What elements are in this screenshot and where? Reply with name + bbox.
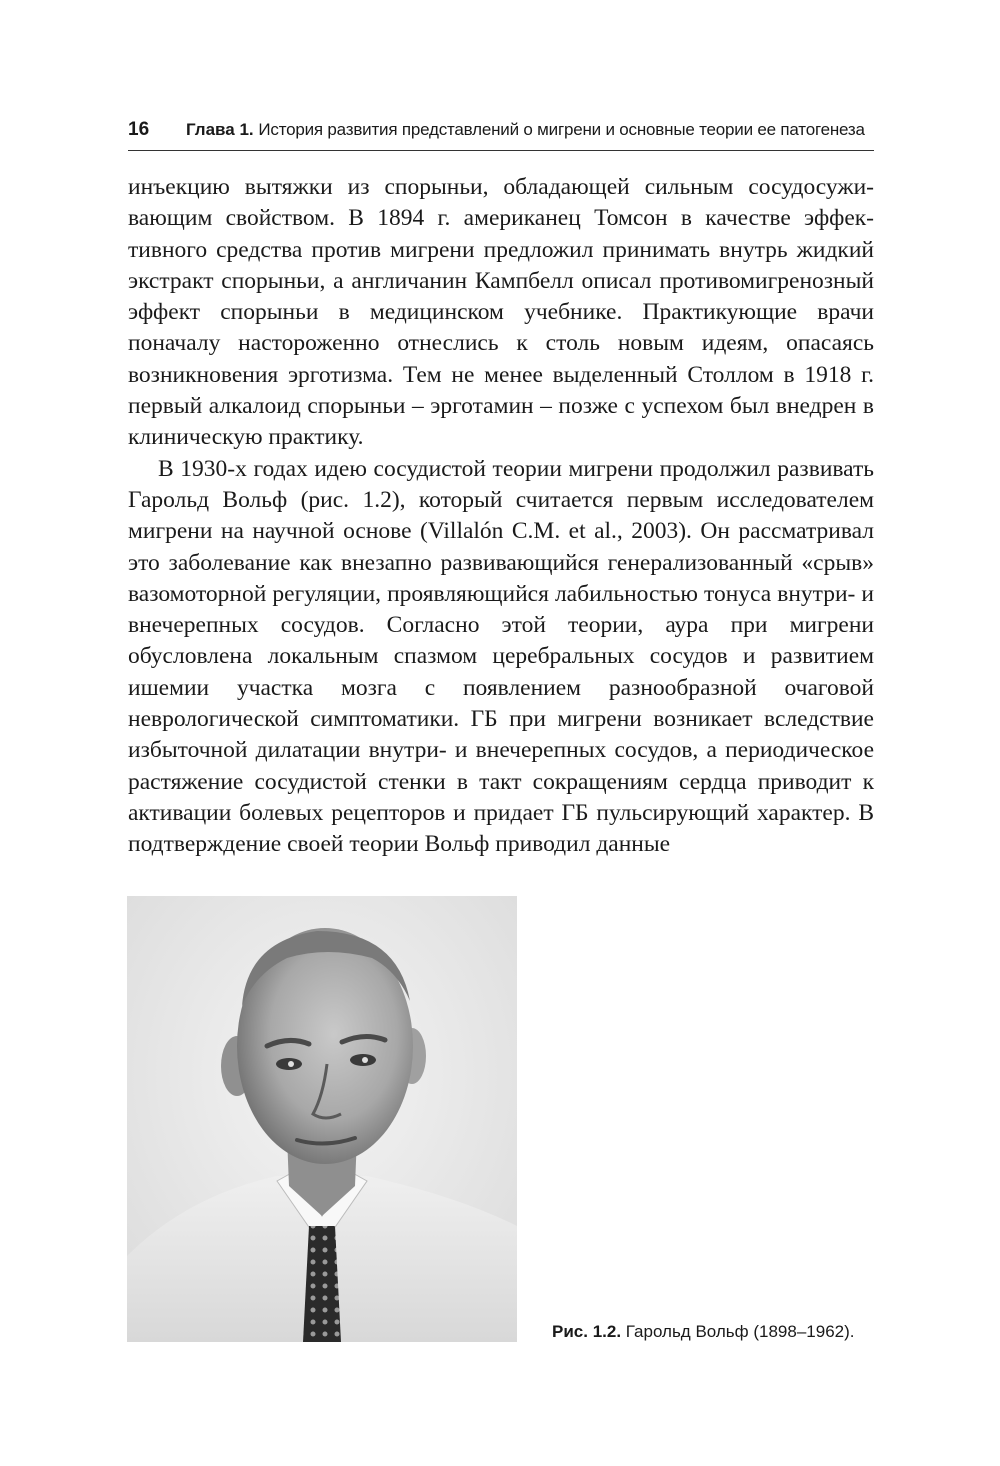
body-text <box>128 172 874 861</box>
paragraph: инъекцию вытяжки из спорыньи, обладающей сильным сосудосуживающим свойством. В 1894 г. американец Томсон в качестве эффективного средства против мигрени предложил принимать внутрь жидкий экстракт спорыньи, а англичанин Кампбелл описал противомигренозный эффект спорыньи в медицинском учебнике. Практикующие врачи поначалу настороженно отнеслись к столь новым идеям, опасаясь возникновения эрготизма. Тем не менее выделенный Столлом в 1918 г. первый алкалоид спорыньи – эрготамин – позже с успехом был внедрен в клиническую практику. <box>128 174 874 451</box>
portrait-photo <box>127 896 517 1342</box>
page-number: 16 <box>128 119 150 140</box>
chapter-title: История развития представлений о мигрени и основные теории ее патогенеза <box>258 120 865 139</box>
paragraph: В 1930-х годах идею сосудистой теории мигрени продолжил развивать Гарольд Вольф (рис. 1.2), который считается первым исследователем мигрени на научной основе (Villalón C.M. et al., 2003). Он рассматривал это заболевание как внезапно развивающийся генерализованный «срыв» вазомоторной регуляции, проявляющийся лабильностью тонуса внутри- и внечерепных сосудов. Согласно этой теории, аура при мигрени обусловлена локальным спазмом церебральных сосудов и развитием ишемии участка мозга с появлением разнообразной очаговой неврологической симптоматики. ГБ при мигрени возникает вследствие избыточной дилатации внутри- и внечерепных сосудов, а периодическое растяжение сосудистой стенки в такт сокращениям сердца приводит к активации болевых рецепторов и придает ГБ пульсирующий характер. В подтверждение своей теории Вольф приводил данные <box>128 455 874 858</box>
figure-caption-text: Гарольд Вольф (1898–1962). <box>625 1322 855 1341</box>
figure-label: Рис. 1.2. <box>552 1322 622 1341</box>
running-header <box>128 118 874 151</box>
chapter-label: Глава 1. <box>186 120 254 139</box>
figure-caption <box>552 1320 854 1344</box>
